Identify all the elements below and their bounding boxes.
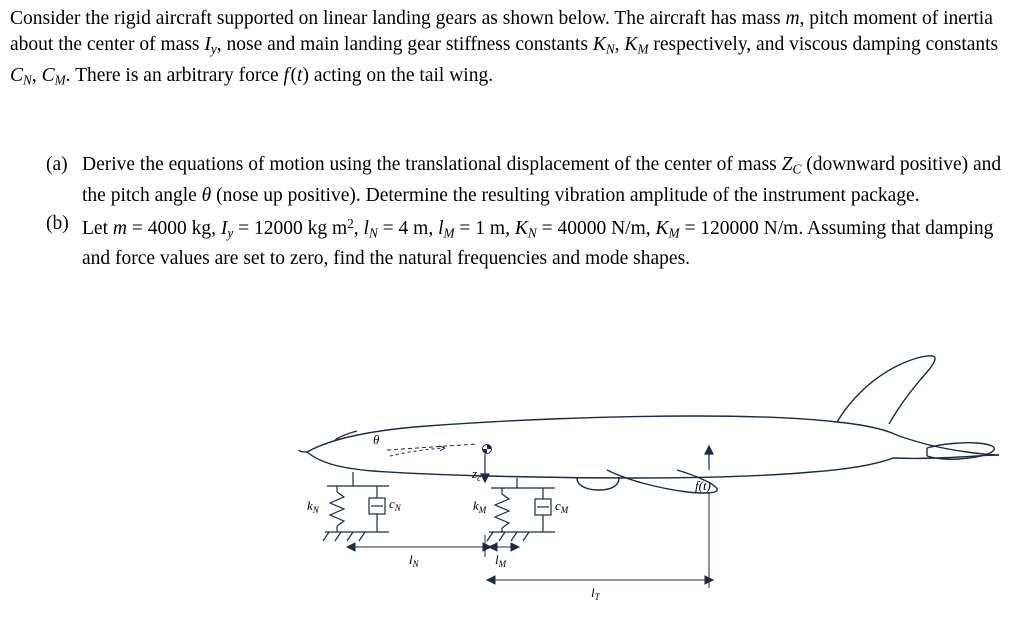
cn-label: $c_N$ — [389, 496, 401, 513]
part-b-text: Let m = 4000 kg, $I_y = 12000$ kg $m^2$, $l_N = 4$ m, $l_M = 1$ m, $K_N = 40000$ N/m, $K_M = 120000$ N/m. Assuming that damping and force values are set to zero, find the natural frequencies and mode shapes. — [82, 215, 994, 270]
problem-part-a — [46, 152, 1022, 209]
problem-parts — [46, 152, 1022, 274]
part-a-label: (a) — [46, 154, 68, 175]
problem-part-b — [46, 211, 1022, 273]
part-b-label: (b) — [46, 212, 69, 234]
problem-intro: Consider the rigid aircraft supported on linear landing gears as shown below. The aircraft has mass m, pitch moment of inertia about the center of mass $I_y$, nose and main landing gear stiffness constants $K_N$, $K_M$ respectively, and viscous damping constants $C_N$, $C_M$. There is an arbitrary force f (t) acting on the tail wing. — [10, 8, 999, 88]
cm-label: $c_M$ — [555, 498, 569, 515]
km-label: $k_M$ — [473, 498, 487, 515]
kn-label: $k_N$ — [307, 498, 319, 515]
ln-label: $l_N$ — [409, 552, 419, 569]
theta-label: θ — [373, 432, 380, 447]
figure-svg — [277, 352, 1022, 617]
center-of-mass-marker — [483, 445, 492, 454]
zc-label: $z_c$ — [472, 466, 482, 483]
part-a-text: Derive the equations of motion using the translational displacement of the center of mass $Z_C$ (downward positive) and the pitch angle θ (nose up positive). Determine the resulting vibration amplitude of the instrument package. — [82, 154, 1002, 206]
force-label: f(t) — [695, 478, 711, 493]
lm-label: $l_M$ — [495, 552, 507, 569]
lt-label: $l_T$ — [591, 585, 600, 602]
aircraft-landing-gear-figure — [277, 352, 1022, 617]
